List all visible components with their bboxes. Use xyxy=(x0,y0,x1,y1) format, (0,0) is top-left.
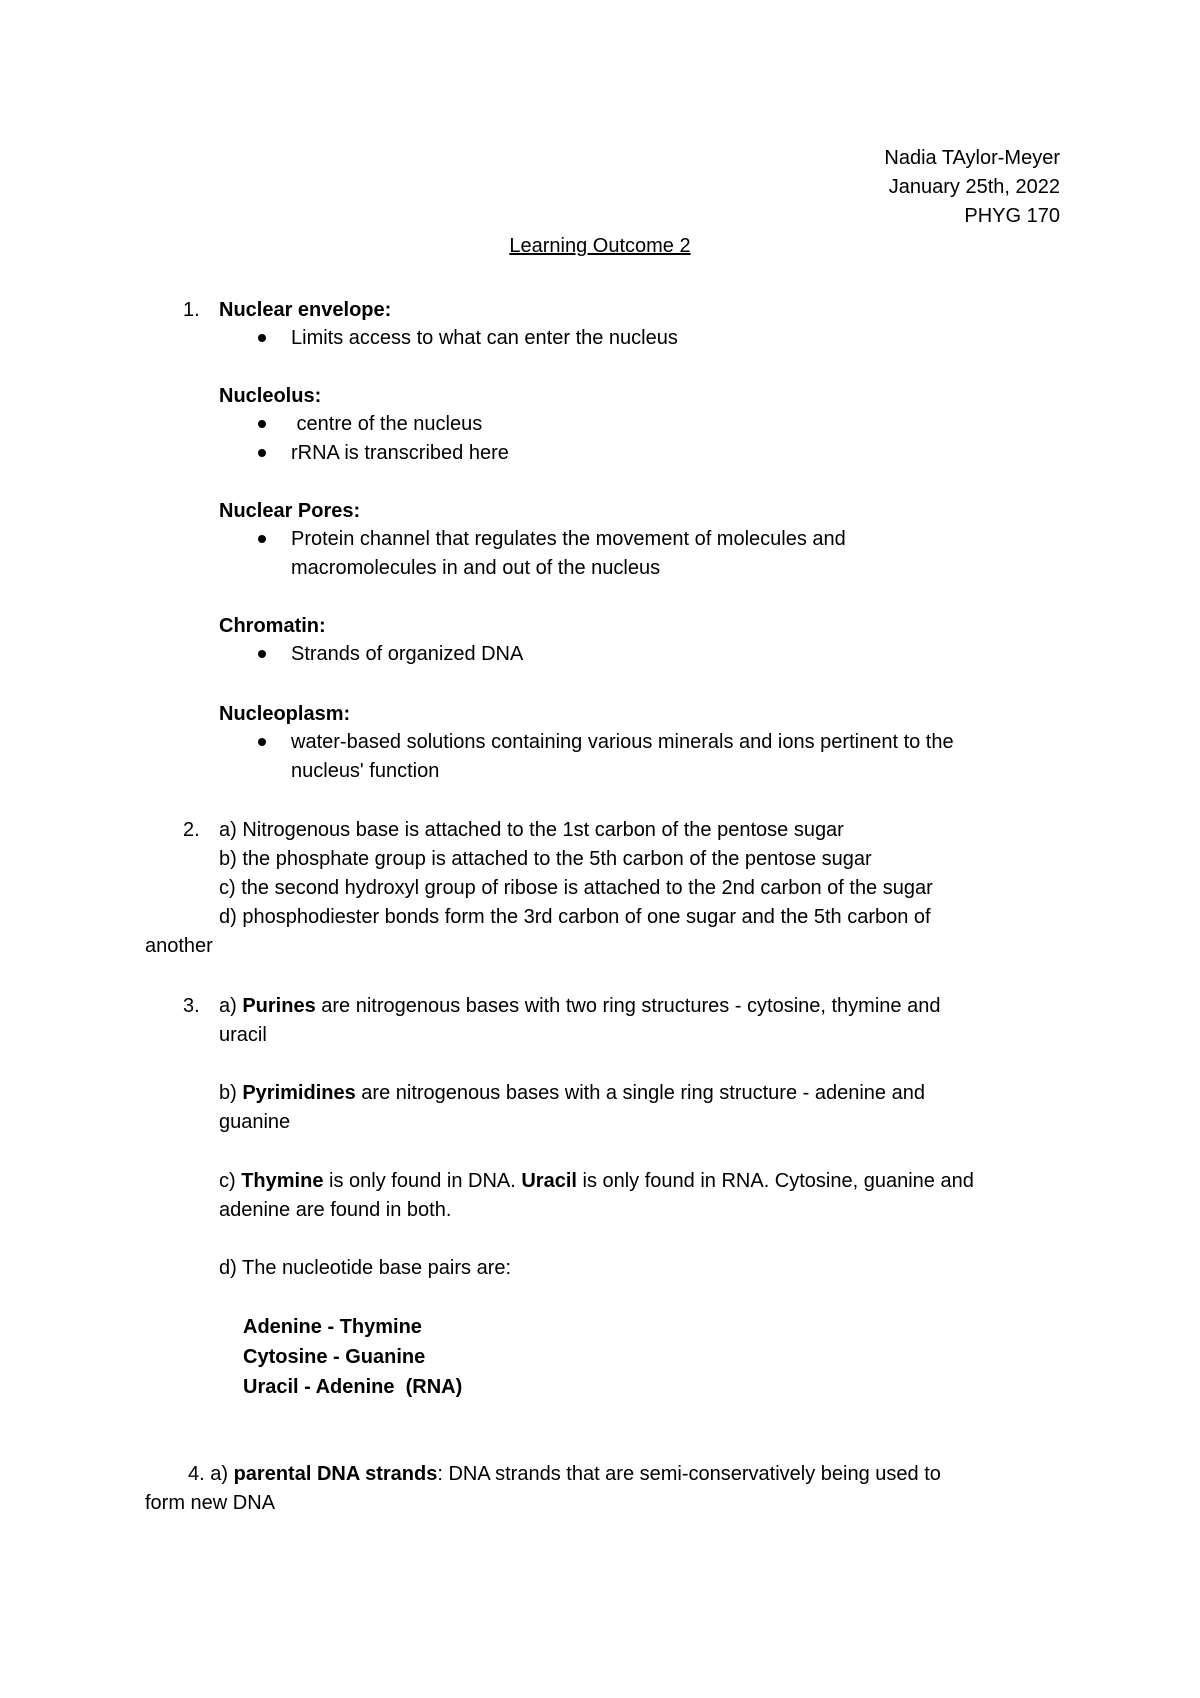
q3-a-term: Purines xyxy=(242,995,316,1017)
q4-part-a-cont: form new DNA xyxy=(145,1492,276,1514)
q3-c-term-1: Thymine xyxy=(241,1170,324,1192)
q1-heading-nucleolus: Nucleolus: xyxy=(219,385,322,407)
q2-part-a: a) Nitrogenous base is attached to the 1st carbon of the pentose sugar xyxy=(219,819,844,841)
q3-part-d: d) The nucleotide base pairs are: xyxy=(219,1257,512,1279)
q3-b-prefix: b) xyxy=(219,1082,243,1104)
q3-c-text-2: is only found in RNA. Cytosine, guanine and xyxy=(576,1170,974,1192)
q2-part-c: c) the second hydroxyl group of ribose is attached to the 2nd carbon of the sugar xyxy=(219,877,933,899)
q3-c-prefix: c) xyxy=(219,1170,242,1192)
q1-bullet-text: Strands of organized DNA xyxy=(291,643,524,665)
q3-part-b-cont: guanine xyxy=(219,1111,291,1133)
q2-part-b: b) the phosphate group is attached to the 5th carbon of the pentose sugar xyxy=(219,848,872,870)
q4-number: 4. a) xyxy=(188,1463,234,1485)
base-pair: Uracil - Adenine (RNA) xyxy=(243,1376,463,1398)
q1-bullet-text: water-based solutions containing various minerals and ions pertinent to the xyxy=(291,731,954,753)
document-date: January 25th, 2022 xyxy=(888,176,1060,198)
bullet-icon xyxy=(258,449,266,457)
bullet-icon xyxy=(258,650,266,658)
q1-heading-nuclear-envelope: Nuclear envelope: xyxy=(219,299,392,321)
q2-number: 2. xyxy=(183,819,200,841)
page-title: Learning Outcome 2 xyxy=(509,235,691,257)
q4-a-term: parental DNA strands xyxy=(233,1463,438,1485)
q3-c-term-2: Uracil xyxy=(521,1170,577,1192)
q1-heading-chromatin: Chromatin: xyxy=(219,615,326,637)
q1-bullet-text-cont: nucleus' function xyxy=(291,760,440,782)
bullet-icon xyxy=(258,535,266,543)
bullet-icon xyxy=(258,738,266,746)
bullet-icon xyxy=(258,334,266,342)
q1-bullet-text: centre of the nucleus xyxy=(291,413,483,435)
q1-heading-nuclear-pores: Nuclear Pores: xyxy=(219,500,361,522)
q3-part-c xyxy=(219,1167,974,1196)
document-header xyxy=(884,144,1060,231)
q4-part-a xyxy=(188,1460,941,1489)
q3-part-b xyxy=(219,1079,925,1108)
q2-part-d: d) phosphodiester bonds form the 3rd carbon of one sugar and the 5th carbon of xyxy=(219,906,931,928)
q3-c-text-1: is only found in DNA. xyxy=(323,1170,522,1192)
q3-part-a xyxy=(219,992,940,1021)
q3-b-text: are nitrogenous bases with a single ring structure - adenine and xyxy=(355,1082,925,1104)
q3-part-a-cont: uracil xyxy=(219,1024,267,1046)
q3-a-prefix: a) xyxy=(219,995,243,1017)
base-pair: Adenine - Thymine xyxy=(243,1316,422,1338)
course-code: PHYG 170 xyxy=(964,205,1060,227)
q1-number: 1. xyxy=(183,299,200,321)
q1-bullet-text-cont: macromolecules in and out of the nucleus xyxy=(291,557,661,579)
q4-a-text: : DNA strands that are semi-conservatively being used to xyxy=(437,1463,941,1485)
q1-bullet-text: Limits access to what can enter the nucleus xyxy=(291,327,678,349)
q1-bullet-text: rRNA is transcribed here xyxy=(291,442,509,464)
author-name: Nadia TAylor-Meyer xyxy=(884,147,1060,169)
q1-bullet-text: Protein channel that regulates the movement of molecules and xyxy=(291,528,846,550)
q3-part-c-cont: adenine are found in both. xyxy=(219,1199,452,1221)
q3-a-text: are nitrogenous bases with two ring structures - cytosine, thymine and xyxy=(315,995,941,1017)
q1-heading-nucleoplasm: Nucleoplasm: xyxy=(219,703,351,725)
q3-number: 3. xyxy=(183,995,200,1017)
base-pair: Cytosine - Guanine xyxy=(243,1346,426,1368)
bullet-icon xyxy=(258,420,266,428)
q3-b-term: Pyrimidines xyxy=(242,1082,356,1104)
q2-part-d-cont: another xyxy=(145,935,213,957)
